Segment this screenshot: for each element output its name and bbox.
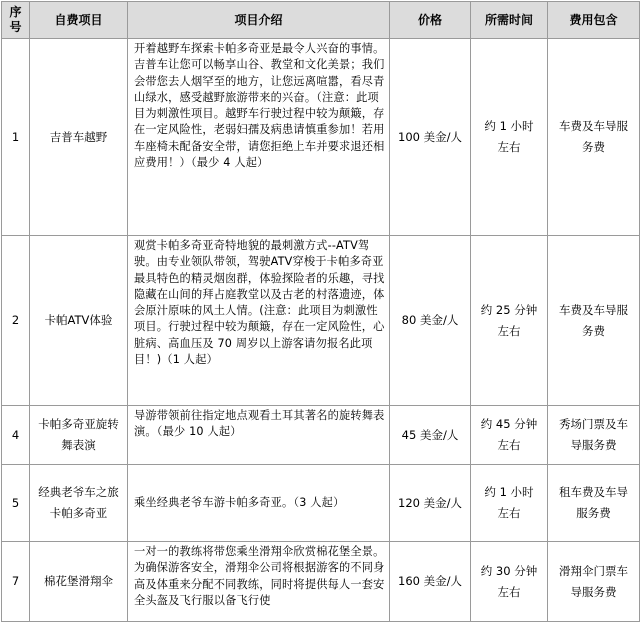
table-row: [2, 39, 640, 236]
row-intro: 一对一的教练将带您乘坐滑翔伞欣赏棉花堡全景。为确保游客安全，滑翔伞公司将根据游客的不同身高及体重来分配不同教练，同时将提供每人一套安全头盔及飞行服以备飞行使: [128, 542, 390, 622]
row-price: 160 美金/人: [390, 542, 471, 622]
row-price: 100 美金/人: [390, 39, 471, 236]
row-no: 2: [2, 236, 30, 406]
header-item: 自费项目: [30, 2, 128, 39]
row-item: 经典老爷车之旅卡帕多奇亚: [30, 465, 128, 542]
row-item: 卡帕ATV体验: [30, 236, 128, 406]
row-no: 5: [2, 465, 30, 542]
row-fee: 租车费及车导服务费: [548, 465, 640, 542]
row-item: 吉普车越野: [30, 39, 128, 236]
header-intro: 项目介绍: [128, 2, 390, 39]
table-row: [2, 406, 640, 465]
row-no: 4: [2, 406, 30, 465]
row-fee: 车费及车导服务费: [548, 39, 640, 236]
row-no: 1: [2, 39, 30, 236]
row-item: 卡帕多奇亚旋转舞表演: [30, 406, 128, 465]
row-price: 80 美金/人: [390, 236, 471, 406]
row-time: 约 1 小时左右: [471, 465, 548, 542]
header-price: 价格: [390, 2, 471, 39]
row-price: 120 美金/人: [390, 465, 471, 542]
row-fee: 车费及车导服务费: [548, 236, 640, 406]
row-time: 约 45 分钟左右: [471, 406, 548, 465]
row-time: 约 25 分钟左右: [471, 236, 548, 406]
table-row: [2, 465, 640, 542]
row-fee: 滑翔伞门票车导服务费: [548, 542, 640, 622]
row-intro: 导游带领前往指定地点观看土耳其著名的旋转舞表演。（最少 10 人起）: [128, 406, 390, 465]
row-intro: 开着越野车探索卡帕多奇亚是最令人兴奋的事情。吉普车让您可以畅享山谷、教堂和文化美景；我们会带您去人烟罕至的地方，让您远离喧嚣，看尽青山绿水，感受越野旅游带来的兴奋。（注意：此项目为刺激性项目。越野车行驶过程中较为颠簸，存在一定风险性，老弱妇孺及病患请慎重参加！若用车座椅未配备安全带，请您拒绝上车并要求退还相应费用！）（最少 4 人起）: [128, 39, 390, 236]
header-time: 所需时间: [471, 2, 548, 39]
row-time: 约 1 小时左右: [471, 39, 548, 236]
row-fee: 秀场门票及车导服务费: [548, 406, 640, 465]
row-intro: 观赏卡帕多奇亚奇特地貌的最刺激方式--ATV驾驶。由专业领队带领，驾驶ATV穿梭于卡帕多奇亚最具特色的精灵烟囱群，体验探险者的乐趣，寻找隐藏在山间的拜占庭教堂以及古老的村落遗迹，体会原汁原味的风土人情。(注意：此项目为刺激性项目。行驶过程中较为颠簸，存在一定风险性，心脏病、高血压及 70 周岁以上游客请勿报名此项目！)（1 人起）: [128, 236, 390, 406]
self-pay-items-table: [1, 1, 640, 622]
table-row: [2, 236, 640, 406]
table-row: [2, 542, 640, 622]
header-fee: 费用包含: [548, 2, 640, 39]
row-intro: 乘坐经典老爷车游卡帕多奇亚。（3 人起）: [128, 465, 390, 542]
row-price: 45 美金/人: [390, 406, 471, 465]
header-no: 序号: [2, 2, 30, 39]
row-time: 约 30 分钟左右: [471, 542, 548, 622]
header-row: [2, 2, 640, 39]
row-item: 棉花堡滑翔伞: [30, 542, 128, 622]
row-no: 7: [2, 542, 30, 622]
